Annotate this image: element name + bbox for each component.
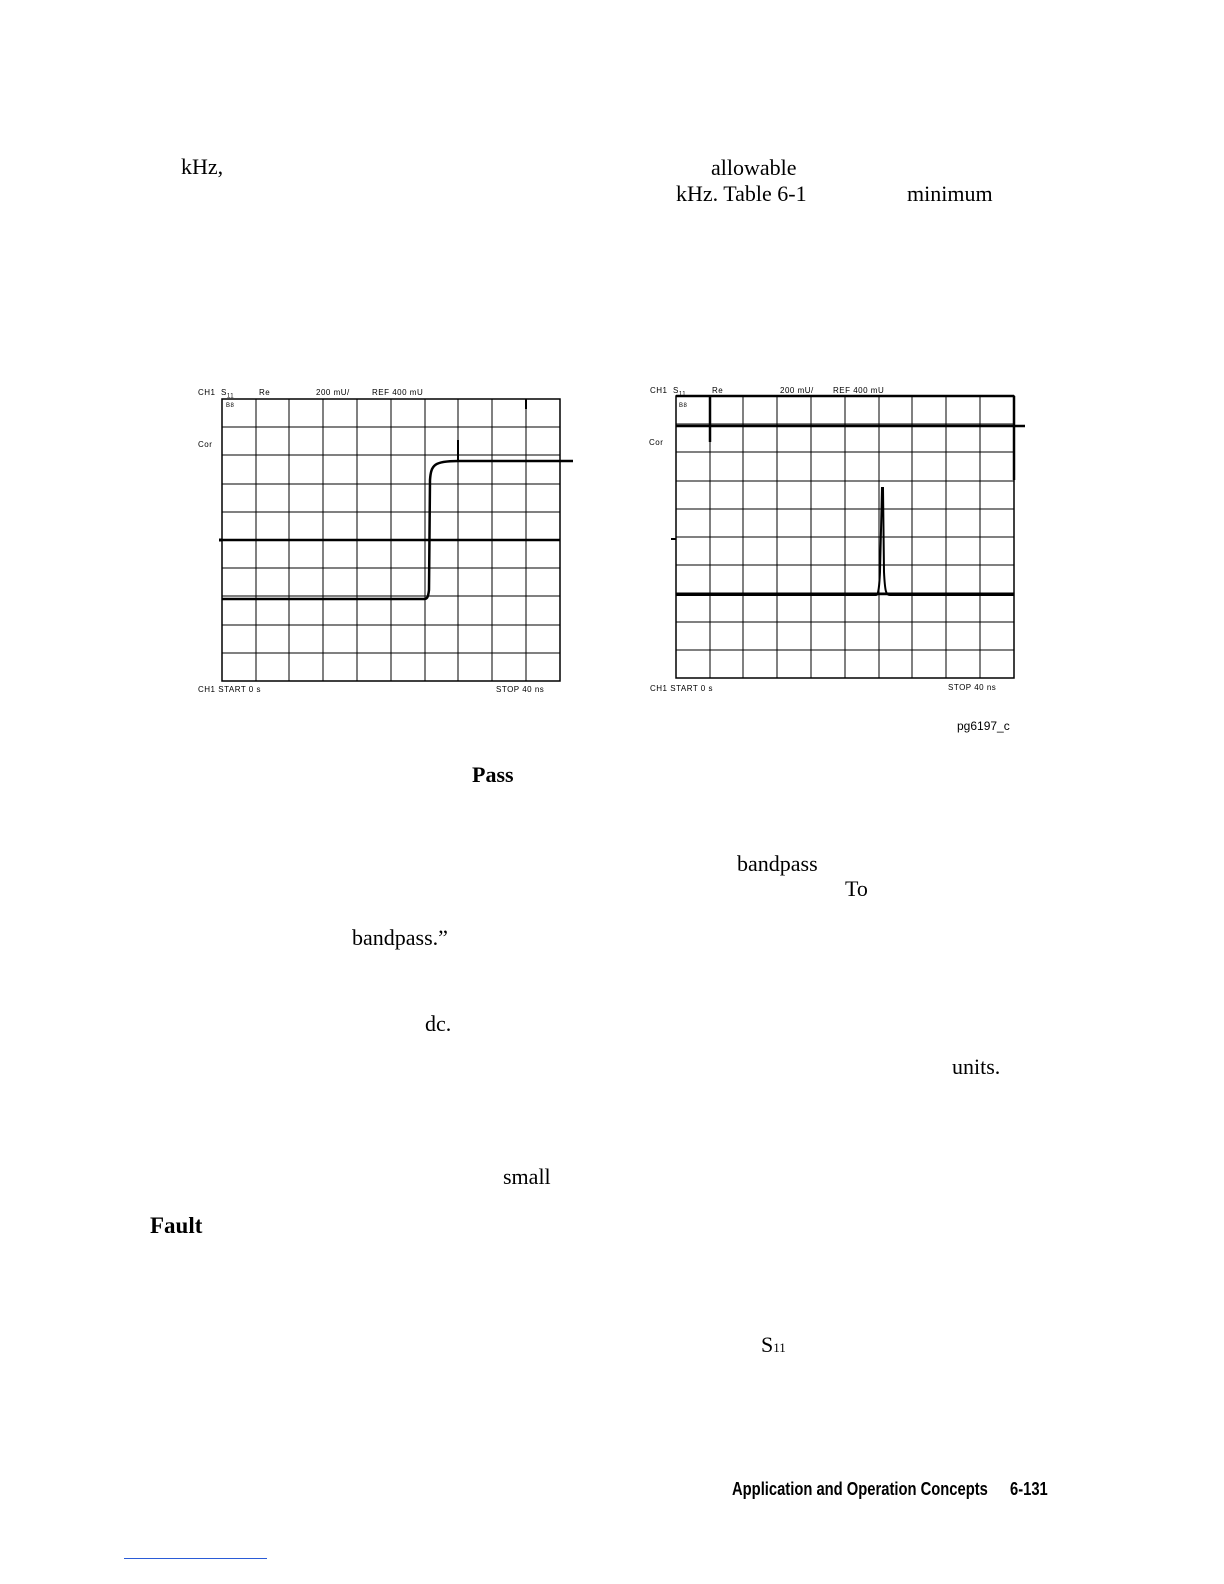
text-fragment-minimum: minimum xyxy=(907,181,993,206)
left-plot-ch: CH1 xyxy=(198,388,216,397)
text-fragment-dc: dc. xyxy=(425,1011,452,1036)
right-plot-start: CH1 START 0 s xyxy=(650,684,713,693)
right-plot-cor: Cor xyxy=(649,438,664,447)
text-fragment-to: To xyxy=(845,876,868,901)
right-plot-graticule xyxy=(670,392,1050,692)
right-plot-param-sub: 11 xyxy=(678,391,687,398)
right-plot-stop: STOP 40 ns xyxy=(948,683,997,692)
right-plot-param-symbol: S xyxy=(673,386,679,395)
page-footer xyxy=(732,1479,1048,1500)
footer-page-number: 6-131 xyxy=(1010,1479,1048,1499)
text-fragment-s11-symbol: S xyxy=(761,1332,774,1357)
left-plot-param-sub: 11 xyxy=(226,393,235,400)
right-plot-ch: CH1 xyxy=(650,386,668,395)
right-plot-ref: REF 400 mU xyxy=(833,386,885,395)
left-plot-param-symbol: S xyxy=(221,388,227,397)
text-fragment-bandpass-quote: bandpass.” xyxy=(352,925,448,950)
text-fragment-pass: Pass xyxy=(472,762,514,787)
left-plot-start: CH1 START 0 s xyxy=(198,685,261,694)
text-fragment-khz-table: kHz. Table 6-1 xyxy=(676,181,807,206)
left-plot-format: Re xyxy=(259,388,271,397)
left-plot-ref: REF 400 mU xyxy=(372,388,424,397)
text-fragment-khz: kHz, xyxy=(181,154,224,179)
text-fragment-bandpass: bandpass xyxy=(737,851,818,876)
left-plot-stop: STOP 40 ns xyxy=(496,685,545,694)
text-fragment-fault: Fault xyxy=(150,1213,203,1238)
text-fragment-small: small xyxy=(503,1164,551,1189)
text-fragment-allowable: allowable xyxy=(711,155,797,180)
bottom-rule xyxy=(124,1558,267,1559)
right-plot-format: Re xyxy=(712,386,724,395)
figure-id: pg6197_c xyxy=(957,719,1010,733)
text-fragment-s11 xyxy=(761,1334,786,1356)
left-plot-corner: B8 xyxy=(226,403,235,409)
left-plot-graticule xyxy=(218,395,578,695)
text-fragment-units: units. xyxy=(952,1054,1001,1079)
text-fragment-s11-sub: 11 xyxy=(773,1340,786,1355)
left-plot-cor: Cor xyxy=(198,440,213,449)
left-plot-scale: 200 mU/ xyxy=(316,388,350,397)
left-plot-step-trace xyxy=(222,461,573,599)
right-plot-corner: B8 xyxy=(679,403,688,409)
right-plot-scale: 200 mU/ xyxy=(780,386,814,395)
footer-section-title: Application and Operation Concepts xyxy=(732,1479,988,1499)
